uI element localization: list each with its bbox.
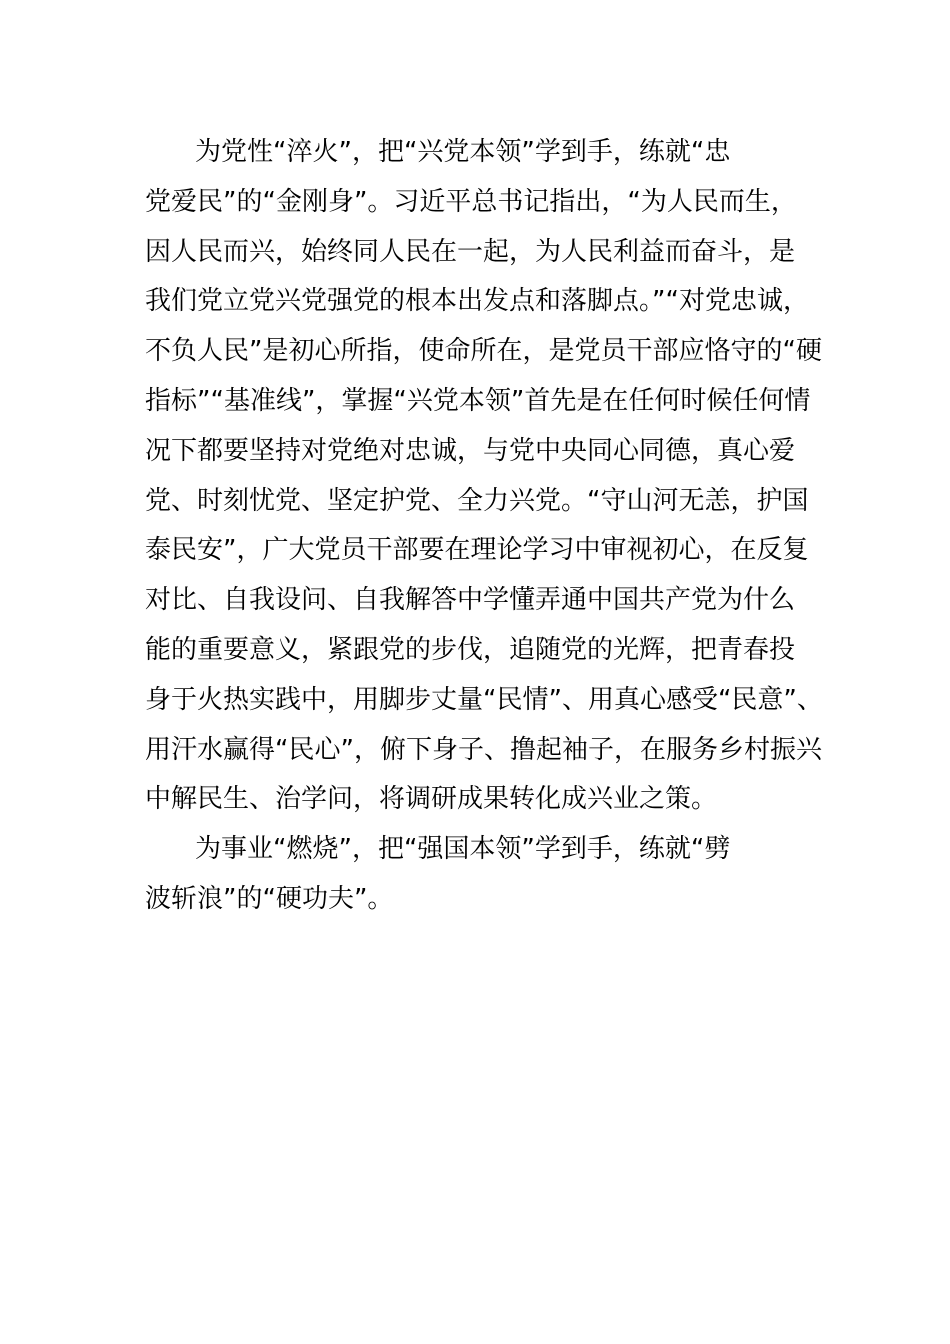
paragraph-1-line-9: 泰民安”，广大党员干部要在理论学习中审视初心，在反复 xyxy=(145,535,809,566)
paragraph-1-line-1: 为党性“淬火”，把“兴党本领”学到手，练就“忠 xyxy=(195,137,731,167)
paragraph-1-line-5: 不负人民”是初心所指，使命所在，是党员干部应恪守的“硬 xyxy=(145,336,822,367)
paragraph-1-line-3: 因人民而兴，始终同人民在一起，为人民利益而奋斗，是 xyxy=(145,236,796,267)
paragraph-1-line-7: 况下都要坚持对党绝对忠诚，与党中央同心同德，真心爱 xyxy=(145,435,796,466)
paragraph-1-line-8: 党、时刻忧党、坚定护党、全力兴党。“守山河无恙，护国 xyxy=(145,485,809,516)
paragraph-1-line-13: 用汗水赢得“民心”，俯下身子、撸起袖子，在服务乡村振兴 xyxy=(145,734,822,765)
paragraph-1-line-4: 我们党立党兴党强党的根本出发点和落脚点。”“对党忠诚， xyxy=(145,286,809,317)
paragraph-2-line-2: 波斩浪”的“硬功夫”。 xyxy=(145,883,394,914)
body-text xyxy=(145,128,835,925)
paragraph-1-line-10: 对比、自我设问、自我解答中学懂弄通中国共产党为什么 xyxy=(145,585,796,616)
paragraph-1-line-11: 能的重要意义，紧跟党的步伐，追随党的光辉，把青春投 xyxy=(145,634,796,665)
paragraph-1-line-12: 身于火热实践中，用脚步丈量“民情”、用真心感受“民意”、 xyxy=(145,684,823,715)
paragraph-1-line-2: 党爱民”的“金刚身”。习近平总书记指出，“为人民而生， xyxy=(145,186,797,217)
paragraph-1-line-6: 指标”“基准线”，掌握“兴党本领”首先是在任何时候任何情 xyxy=(145,385,811,416)
paragraph-1-line-14: 中解民生、治学问，将调研成果转化成兴业之策。 xyxy=(145,784,718,815)
paragraph-2-line-1: 为事业“燃烧”，把“强国本领”学到手，练就“劈 xyxy=(195,834,731,865)
